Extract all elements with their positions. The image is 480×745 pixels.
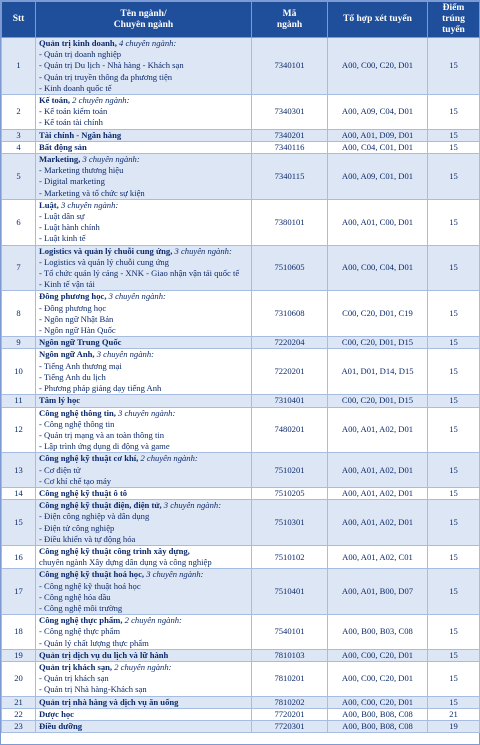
major-title: Công nghệ thực phẩm, [39,615,123,626]
row-major-code: 7220204 [252,337,328,349]
table-row [2,199,480,245]
row-score: 21 [428,708,480,720]
table-row [2,349,480,395]
row-major-code: 7510102 [252,545,328,568]
specialization-item: - Công nghệ thực phẩm [39,626,121,637]
major-title: Công nghệ kỹ thuật ô tô [39,487,128,498]
row-stt: 1 [2,38,36,95]
major-specialization-note: 2 chuyên ngành: [112,661,172,672]
row-major-code: 7810202 [252,696,328,708]
row-stt: 13 [2,453,36,488]
row-stt: 18 [2,615,36,650]
row-score: 15 [428,696,480,708]
row-stt: 4 [2,141,36,153]
major-specialization-note: 4 chuyên ngành: [116,38,177,48]
row-stt: 17 [2,569,36,615]
row-subject-combo: A00, A01, A02, D01 [328,453,428,488]
table-row [2,545,480,568]
major-specialization-note: 2 chuyên ngành: [122,615,182,626]
admission-scores-table [1,1,480,733]
row-stt: 3 [2,129,36,141]
row-stt: 22 [2,708,36,720]
row-subject-combo: A00, C00, C20, D01 [328,661,428,696]
row-subject-combo: A00, C00, C04, D01 [328,245,428,291]
specialization-item: - Logistics và quản lý chuỗi cung ứng [39,256,169,267]
major-title: Ngôn ngữ Anh, [39,349,95,360]
row-subject-combo: C00, C20, D01, D15 [328,337,428,349]
row-score: 15 [428,129,480,141]
table-row [2,453,480,488]
specialization-item: - Điều khiển và tự động hóa [39,533,136,544]
row-subject-combo: A00, A01, A02, D01 [328,407,428,453]
row-stt: 14 [2,487,36,499]
row-major-code: 7510401 [252,569,328,615]
specialization-item: - Công nghệ hóa dầu [39,591,111,602]
major-title: Ngôn ngữ Trung Quốc [39,337,122,348]
row-score: 15 [428,407,480,453]
header-major-name-line1: Tên ngành/ [120,8,167,19]
row-score: 15 [428,395,480,407]
specialization-item: - Ngôn ngữ Hàn Quốc [39,325,116,336]
specialization-item: - Quản trị doanh nghiệp [39,49,122,60]
major-title: Quản trị nhà hàng và dịch vụ ăn uống [39,696,179,707]
table-row [2,291,480,337]
table-row [2,154,480,200]
row-subject-combo: C00, C20, D01, C19 [328,291,428,337]
row-score: 15 [428,141,480,153]
major-title: Quản trị kinh doanh, [39,38,117,48]
major-title: Đông phương học, [39,291,107,302]
row-major-code: 7810201 [252,661,328,696]
row-major-name [36,453,252,488]
header-score-line3: tuyển [442,25,465,35]
specialization-item: - Quản lý chất lượng thực phẩm [39,637,149,648]
row-major-name [36,569,252,615]
header-major-code [252,2,328,38]
major-title: Công nghệ kỹ thuật điện, điện tử, [39,500,162,511]
row-major-code: 7340116 [252,141,328,153]
header-major-name [36,2,252,38]
specialization-item: - Tổ chức quản lý cảng - XNK - Giao nhận vận tải quốc tế [39,268,240,279]
table-row [2,337,480,349]
row-major-name [36,245,252,291]
row-major-code: 7480201 [252,407,328,453]
row-stt: 12 [2,407,36,453]
row-stt: 19 [2,649,36,661]
row-subject-combo: A00, C04, C01, D01 [328,141,428,153]
row-major-name [36,545,252,568]
specialization-item: - Quản trị truyền thông đa phương tiện [39,71,173,82]
row-subject-combo: A00, C00, C20, D01 [328,649,428,661]
row-subject-combo: A00, B00, B03, C08 [328,615,428,650]
row-major-name [36,129,252,141]
table-row [2,500,480,546]
row-subject-combo: C00, C20, D01, D15 [328,395,428,407]
specialization-item: - Quản trị khách sạn [39,673,109,684]
specialization-item: - Quản trị Nhà hàng-Khách sạn [39,684,147,695]
row-score: 15 [428,154,480,200]
row-major-name [36,199,252,245]
specialization-item: - Phương pháp giảng dạy tiếng Anh [39,383,162,394]
row-score: 15 [428,199,480,245]
row-major-code: 7310608 [252,291,328,337]
table-body [2,38,480,733]
row-subject-combo: A00, B00, B08, C08 [328,708,428,720]
specialization-item: - Cơ điện tử [39,464,81,475]
major-title: Luật, [39,199,59,210]
specialization-item: - Cơ khí chế tạo máy [39,475,112,486]
row-subject-combo: A00, A01, C00, D01 [328,199,428,245]
header-stt: Stt [2,2,36,38]
row-subject-combo: A00, C00, C20, D01 [328,38,428,95]
major-title: Điều dưỡng [39,720,83,731]
row-score: 15 [428,291,480,337]
row-stt: 6 [2,199,36,245]
row-stt: 7 [2,245,36,291]
row-major-name [36,154,252,200]
row-major-name [36,337,252,349]
specialization-item: - Marketing và tổ chức sự kiện [39,187,145,198]
major-title: Công nghệ kỹ thuật cơ khí, [39,453,139,464]
major-title: Bất động sản [39,141,87,152]
specialization-item: - Điện tử công nghiệp [39,522,115,533]
header-code-line2: ngành [276,19,303,30]
major-title: Marketing, [39,154,81,165]
major-title: Quản trị dịch vụ du lịch và lữ hành [39,649,169,660]
table-row [2,661,480,696]
header-score-line2: trúng [442,14,465,24]
specialization-item: - Luật hành chính [39,222,100,233]
row-stt: 23 [2,720,36,732]
table-row [2,407,480,453]
major-title: Tài chính - Ngân hàng [39,129,122,140]
major-specialization-note: 3 chuyên ngành: [80,154,140,165]
row-subject-combo: A00, A01, D09, D01 [328,129,428,141]
table-row [2,395,480,407]
major-title: Công nghệ kỹ thuật công trình xây dựng, [39,545,190,556]
table-row [2,38,480,95]
row-stt: 21 [2,696,36,708]
row-major-code: 7310401 [252,395,328,407]
specialization-item: - Công nghệ kỹ thuật hoá học [39,580,141,591]
row-score: 15 [428,661,480,696]
row-major-name [36,661,252,696]
row-major-code: 7540101 [252,615,328,650]
row-score: 15 [428,349,480,395]
row-stt: 9 [2,337,36,349]
row-score: 15 [428,453,480,488]
major-title: Công nghệ kỹ thuật hoá học, [39,569,145,580]
row-major-name [36,141,252,153]
table-row [2,95,480,130]
major-specialization-note: 3 chuyên ngành: [172,245,232,256]
row-major-name [36,708,252,720]
row-subject-combo: A00, B00, B08, C08 [328,720,428,732]
row-major-code: 7340201 [252,129,328,141]
row-score: 15 [428,38,480,95]
major-title: Logistics và quản lý chuỗi cung ứng, [39,245,173,256]
table-row [2,720,480,732]
major-title: Kế toán, [39,95,71,106]
row-major-code: 7510201 [252,453,328,488]
row-major-name [36,395,252,407]
major-specialization-note: 3 chuyên ngành: [144,569,204,580]
table-row [2,129,480,141]
row-score: 15 [428,545,480,568]
table-row [2,487,480,499]
major-specialization-note: 2 chuyên ngành: [70,95,130,106]
row-score: 15 [428,487,480,499]
specialization-item: - Ngôn ngữ Nhật Bản [39,313,114,324]
major-specialization-note: 3 chuyên ngành: [115,407,176,418]
row-stt: 16 [2,545,36,568]
table-row [2,141,480,153]
row-major-name [36,407,252,453]
row-score: 15 [428,569,480,615]
header-code-line1: Mã [282,8,297,19]
row-major-name [36,349,252,395]
row-subject-combo: A00, A01, A02, D01 [328,487,428,499]
specialization-item: - Tiếng Anh du lịch [39,371,106,382]
table-row [2,615,480,650]
table-header [2,2,480,38]
row-score: 15 [428,615,480,650]
major-specialization-note: 3 chuyên ngành: [58,199,119,210]
row-score: 15 [428,245,480,291]
major-title: Tâm lý học [39,395,81,406]
specialization-item: - Digital marketing [39,176,105,187]
table-row [2,649,480,661]
specialization-item: - Công nghệ môi trường [39,602,123,613]
row-stt: 15 [2,500,36,546]
row-score: 15 [428,95,480,130]
row-subject-combo: A00, C00, C20, D01 [328,696,428,708]
specialization-item: - Đông phương học [39,302,107,313]
row-major-code: 7340101 [252,38,328,95]
row-major-code: 7510205 [252,487,328,499]
row-major-code: 7380101 [252,199,328,245]
row-stt: 8 [2,291,36,337]
row-major-name [36,649,252,661]
row-major-name [36,615,252,650]
row-stt: 2 [2,95,36,130]
header-major-name-line2: Chuyên ngành [113,19,174,30]
table-row [2,245,480,291]
row-subject-combo: A00, A09, C04, D01 [328,95,428,130]
row-subject-combo: A00, A01, B00, D07 [328,569,428,615]
row-major-name [36,696,252,708]
row-major-code: 7720301 [252,720,328,732]
row-subject-combo: A00, A01, A02, C01 [328,545,428,568]
row-score: 15 [428,500,480,546]
row-major-code: 7720201 [252,708,328,720]
row-subject-combo: A00, A01, A02, D01 [328,500,428,546]
major-specialization-note: 3 chuyên ngành: [106,291,166,302]
row-major-name [36,487,252,499]
row-major-name [36,500,252,546]
specialization-item: - Kinh tế vận tải [39,279,95,290]
row-score: 19 [428,720,480,732]
row-major-code: 7510605 [252,245,328,291]
major-title: Quản trị khách sạn, [39,661,113,672]
specialization-item: - Marketing thương hiệu [39,165,124,176]
table-row [2,569,480,615]
row-stt: 5 [2,154,36,200]
specialization-item: - Kế toán tài chính [39,117,103,128]
specialization-item: - Điện công nghiệp và dân dụng [39,511,150,522]
specialization-item: - Công nghệ thông tin [39,418,115,429]
major-specialization-note: 2 chuyên ngành: [138,453,198,464]
row-major-name [36,95,252,130]
row-major-name [36,38,252,95]
row-major-code: 7810103 [252,649,328,661]
row-stt: 10 [2,349,36,395]
row-stt: 11 [2,395,36,407]
header-subject-combo: Tổ hợp xét tuyển [328,2,428,38]
specialization-item: - Luật kinh tế [39,233,86,244]
specialization-item: - Quản trị mạng và an toàn thông tin [39,429,165,440]
row-score: 15 [428,337,480,349]
specialization-item: - Luật dân sự [39,211,85,222]
table-row [2,708,480,720]
major-title: Công nghệ thông tin, [39,407,116,418]
row-major-code: 7340115 [252,154,328,200]
header-score [428,2,480,38]
header-score-line1: Điểm [442,3,465,13]
specialization-item: - Lập trình ứng dụng di động và game [39,441,170,452]
table-row [2,696,480,708]
row-subject-combo: A01, D01, D14, D15 [328,349,428,395]
row-major-name [36,720,252,732]
specialization-item: - Kế toán kiểm toán [39,106,108,117]
row-major-code: 7510301 [252,500,328,546]
major-title: Dược học [39,708,74,719]
major-specialization-note: 3 chuyên ngành: [161,500,222,511]
row-stt: 20 [2,661,36,696]
specialization-item: - Quản trị Du lịch - Nhà hàng - Khách sạn [39,60,184,71]
row-major-code: 7340301 [252,95,328,130]
specialization-item: - Kinh doanh quốc tế [39,82,112,93]
specialization-item: chuyên ngành Xây dựng dân dụng và công nghiệp [39,557,212,568]
row-score: 15 [428,649,480,661]
row-major-code: 7220201 [252,349,328,395]
row-major-name [36,291,252,337]
specialization-item: - Tiếng Anh thương mại [39,360,122,371]
major-specialization-note: 3 chuyên ngành: [94,349,154,360]
row-subject-combo: A00, A09, C01, D01 [328,154,428,200]
